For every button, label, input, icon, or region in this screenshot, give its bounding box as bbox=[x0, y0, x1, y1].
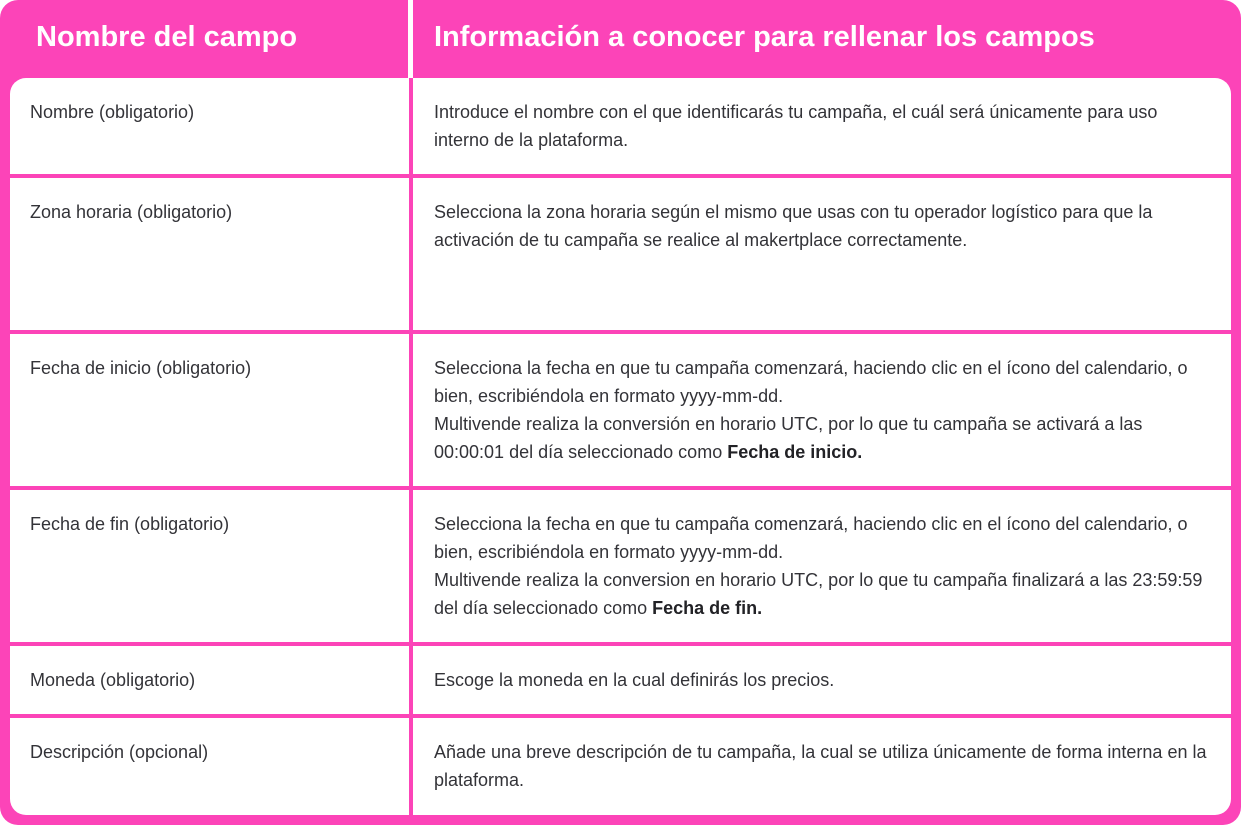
conversion-text: Multivende realiza la conversión en horario UTC, por lo que tu campaña se activará a las 00:00:01 del día seleccionado como bbox=[434, 414, 1143, 462]
field-name-cell bbox=[10, 178, 409, 330]
field-name: Descripción (opcional) bbox=[30, 742, 209, 762]
conversion-text: Multivende realiza la conversion en horario UTC, por lo que tu campaña finalizará a las 23:59:59 del día seleccionado como bbox=[434, 570, 1203, 618]
field-info: Selecciona la zona horaria según el mismo que usas con tu operador logístico para que la activación de tu campaña se realice al makertplace correctamente. bbox=[434, 202, 1153, 250]
header-divider bbox=[408, 0, 413, 78]
table-row-fecha-inicio bbox=[10, 334, 1231, 486]
field-info: Selecciona la fecha en que tu campaña comenzará, haciendo clic en el ícono del calendario, o bien, escribiéndola en formato yyyy-mm-dd. bbox=[434, 514, 1188, 562]
field-reference-bold: Fecha de inicio. bbox=[727, 442, 863, 462]
field-info-conversion bbox=[434, 566, 1211, 622]
table-row-moneda bbox=[10, 646, 1231, 714]
field-info: Introduce el nombre con el que identificarás tu campaña, el cuál será únicamente para uso interno de la plataforma. bbox=[434, 102, 1158, 150]
table-body bbox=[10, 78, 1231, 815]
header-field-name: Nombre del campo bbox=[36, 21, 298, 53]
field-name-cell bbox=[10, 490, 409, 642]
field-info-cell bbox=[413, 334, 1231, 486]
table-row-zona-horaria bbox=[10, 178, 1231, 330]
field-info: Añade una breve descripción de tu campaña, la cual se utiliza únicamente de forma interna en la plataforma. bbox=[434, 742, 1207, 790]
field-name: Nombre (obligatorio) bbox=[30, 102, 195, 122]
field-info-cell bbox=[413, 178, 1231, 330]
field-name: Fecha de fin (obligatorio) bbox=[30, 514, 230, 534]
field-info-cell bbox=[413, 78, 1231, 174]
field-name: Fecha de inicio (obligatorio) bbox=[30, 358, 252, 378]
field-info-cell bbox=[413, 718, 1231, 815]
field-name-cell bbox=[10, 334, 409, 486]
field-name: Zona horaria (obligatorio) bbox=[30, 202, 233, 222]
field-name-cell bbox=[10, 718, 409, 815]
field-info: Escoge la moneda en la cual definirás los precios. bbox=[434, 670, 835, 690]
table-row-nombre bbox=[10, 78, 1231, 174]
field-name-cell bbox=[10, 646, 409, 714]
field-info-cell bbox=[413, 490, 1231, 642]
table-row-descripcion bbox=[10, 718, 1231, 815]
field-info-conversion bbox=[434, 410, 1211, 466]
field-reference-bold: Fecha de fin. bbox=[652, 598, 763, 618]
field-info-cell bbox=[413, 646, 1231, 714]
field-name-cell bbox=[10, 78, 409, 174]
table-header bbox=[0, 0, 1241, 78]
header-info: Información a conocer para rellenar los campos bbox=[434, 21, 1095, 53]
table-row-fecha-fin bbox=[10, 490, 1231, 642]
field-name: Moneda (obligatorio) bbox=[30, 670, 196, 690]
field-info: Selecciona la fecha en que tu campaña comenzará, haciendo clic en el ícono del calendario, o bien, escribiéndola en formato yyyy-mm-dd. bbox=[434, 358, 1188, 406]
